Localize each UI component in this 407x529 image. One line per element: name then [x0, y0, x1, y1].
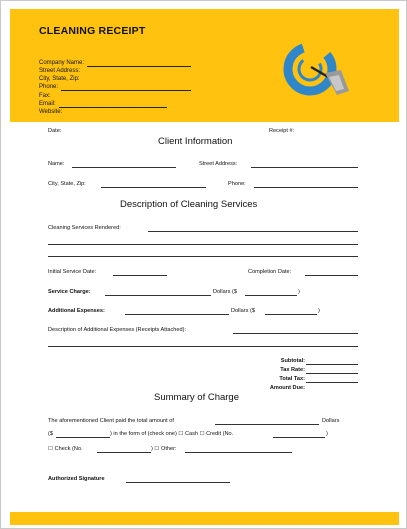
summary-dollars-label: Dollars — [322, 418, 340, 424]
client-street-field[interactable] — [251, 167, 358, 168]
expenses-description-line-2[interactable] — [48, 346, 358, 347]
additional-expenses-amount-field[interactable] — [265, 314, 317, 315]
cleaning-services-heading: Description of Cleaning Services — [120, 199, 258, 210]
payment-method-options[interactable]: ) in the form of (check one) ☐ Cash ☐ Credit (No. — [110, 431, 234, 437]
expenses-description-label: Description of Additional Expenses (Receipts Attached): — [48, 327, 187, 333]
additional-expenses-dollars-label: Dollars ($ — [231, 308, 255, 314]
client-city-label: City, State, Zip: — [48, 181, 86, 187]
additional-expenses-label: Additional Expenses: — [48, 308, 105, 314]
email-field[interactable]: Email: — [39, 100, 167, 108]
service-charge-dollars-label: Dollars ($ — [213, 289, 237, 295]
completion-date-label: Completion Date: — [248, 269, 292, 275]
amount-due-label: Amount Due: — [269, 385, 305, 391]
receipt-title: CLEANING RECEIPT — [39, 25, 146, 37]
footer-band — [10, 512, 399, 525]
other-option[interactable]: ) ☐ Other: — [151, 446, 177, 452]
client-information-heading: Client Information — [158, 136, 233, 147]
client-phone-label: Phone: — [228, 181, 246, 187]
check-number-field[interactable] — [97, 452, 151, 453]
initial-service-date-field[interactable] — [113, 275, 167, 276]
initial-service-date-label: Initial Service Date: — [48, 269, 97, 275]
subtotal-field[interactable] — [306, 364, 358, 365]
phone-line — [61, 84, 191, 91]
expenses-description-field[interactable] — [233, 333, 358, 334]
email-line — [59, 101, 167, 108]
authorized-signature-label: Authorized Signature — [48, 476, 105, 482]
service-charge-field[interactable] — [105, 295, 211, 296]
additional-expenses-field[interactable] — [125, 314, 229, 315]
service-charge-label: Service Charge: — [48, 289, 91, 295]
phone-field[interactable]: Phone: — [39, 83, 191, 91]
check-option[interactable]: ☐ Check (No. — [48, 446, 83, 452]
company-name-field[interactable]: Company Name: — [39, 59, 191, 67]
date-label: Date: — [48, 128, 62, 134]
tax-rate-field[interactable] — [306, 373, 358, 374]
summary-of-charge-heading: Summary of Charge — [154, 392, 240, 403]
street-address-field: Street Address: — [39, 68, 81, 74]
company-name-line — [87, 60, 191, 67]
total-amount-words-field[interactable] — [215, 424, 319, 425]
total-tax-field[interactable] — [306, 382, 358, 383]
subtotal-label: Subtotal: — [280, 358, 305, 364]
client-phone-field[interactable] — [254, 187, 358, 188]
summary-line2-prefix: ($ — [48, 431, 53, 437]
client-name-label: Name: — [48, 161, 65, 167]
credit-number-field[interactable] — [273, 437, 325, 438]
fax-field: Fax: — [39, 93, 51, 99]
total-amount-number-field[interactable] — [56, 437, 110, 438]
logo-ring — [279, 38, 341, 100]
other-payment-field[interactable] — [185, 452, 292, 453]
service-charge-close: ) — [298, 289, 300, 295]
service-charge-amount-field[interactable] — [245, 295, 297, 296]
authorized-signature-field[interactable] — [126, 482, 230, 483]
receipt-number-label: Receipt #: — [269, 128, 295, 134]
tax-rate-label: Tax Rate: — [280, 367, 305, 373]
client-city-field[interactable] — [101, 187, 206, 188]
services-rendered-field[interactable] — [148, 231, 358, 232]
total-tax-label: Total Tax: — [279, 376, 305, 382]
summary-line1-prefix: The aforementioned Client paid the total amount of — [48, 418, 174, 424]
services-rendered-line-3[interactable] — [48, 256, 358, 257]
credit-number-close: ) — [326, 431, 328, 437]
client-name-field[interactable] — [72, 167, 176, 168]
city-state-zip-field: City, State, Zip: — [39, 76, 80, 82]
additional-expenses-close: ) — [318, 308, 320, 314]
services-rendered-label: Cleaning Services Rendered: — [48, 225, 121, 231]
broom-logo-icon — [277, 33, 357, 103]
completion-date-field[interactable] — [305, 275, 358, 276]
client-street-label: Street Address: — [199, 161, 238, 167]
services-rendered-line-2[interactable] — [48, 244, 358, 245]
website-field: Website: — [39, 109, 63, 115]
